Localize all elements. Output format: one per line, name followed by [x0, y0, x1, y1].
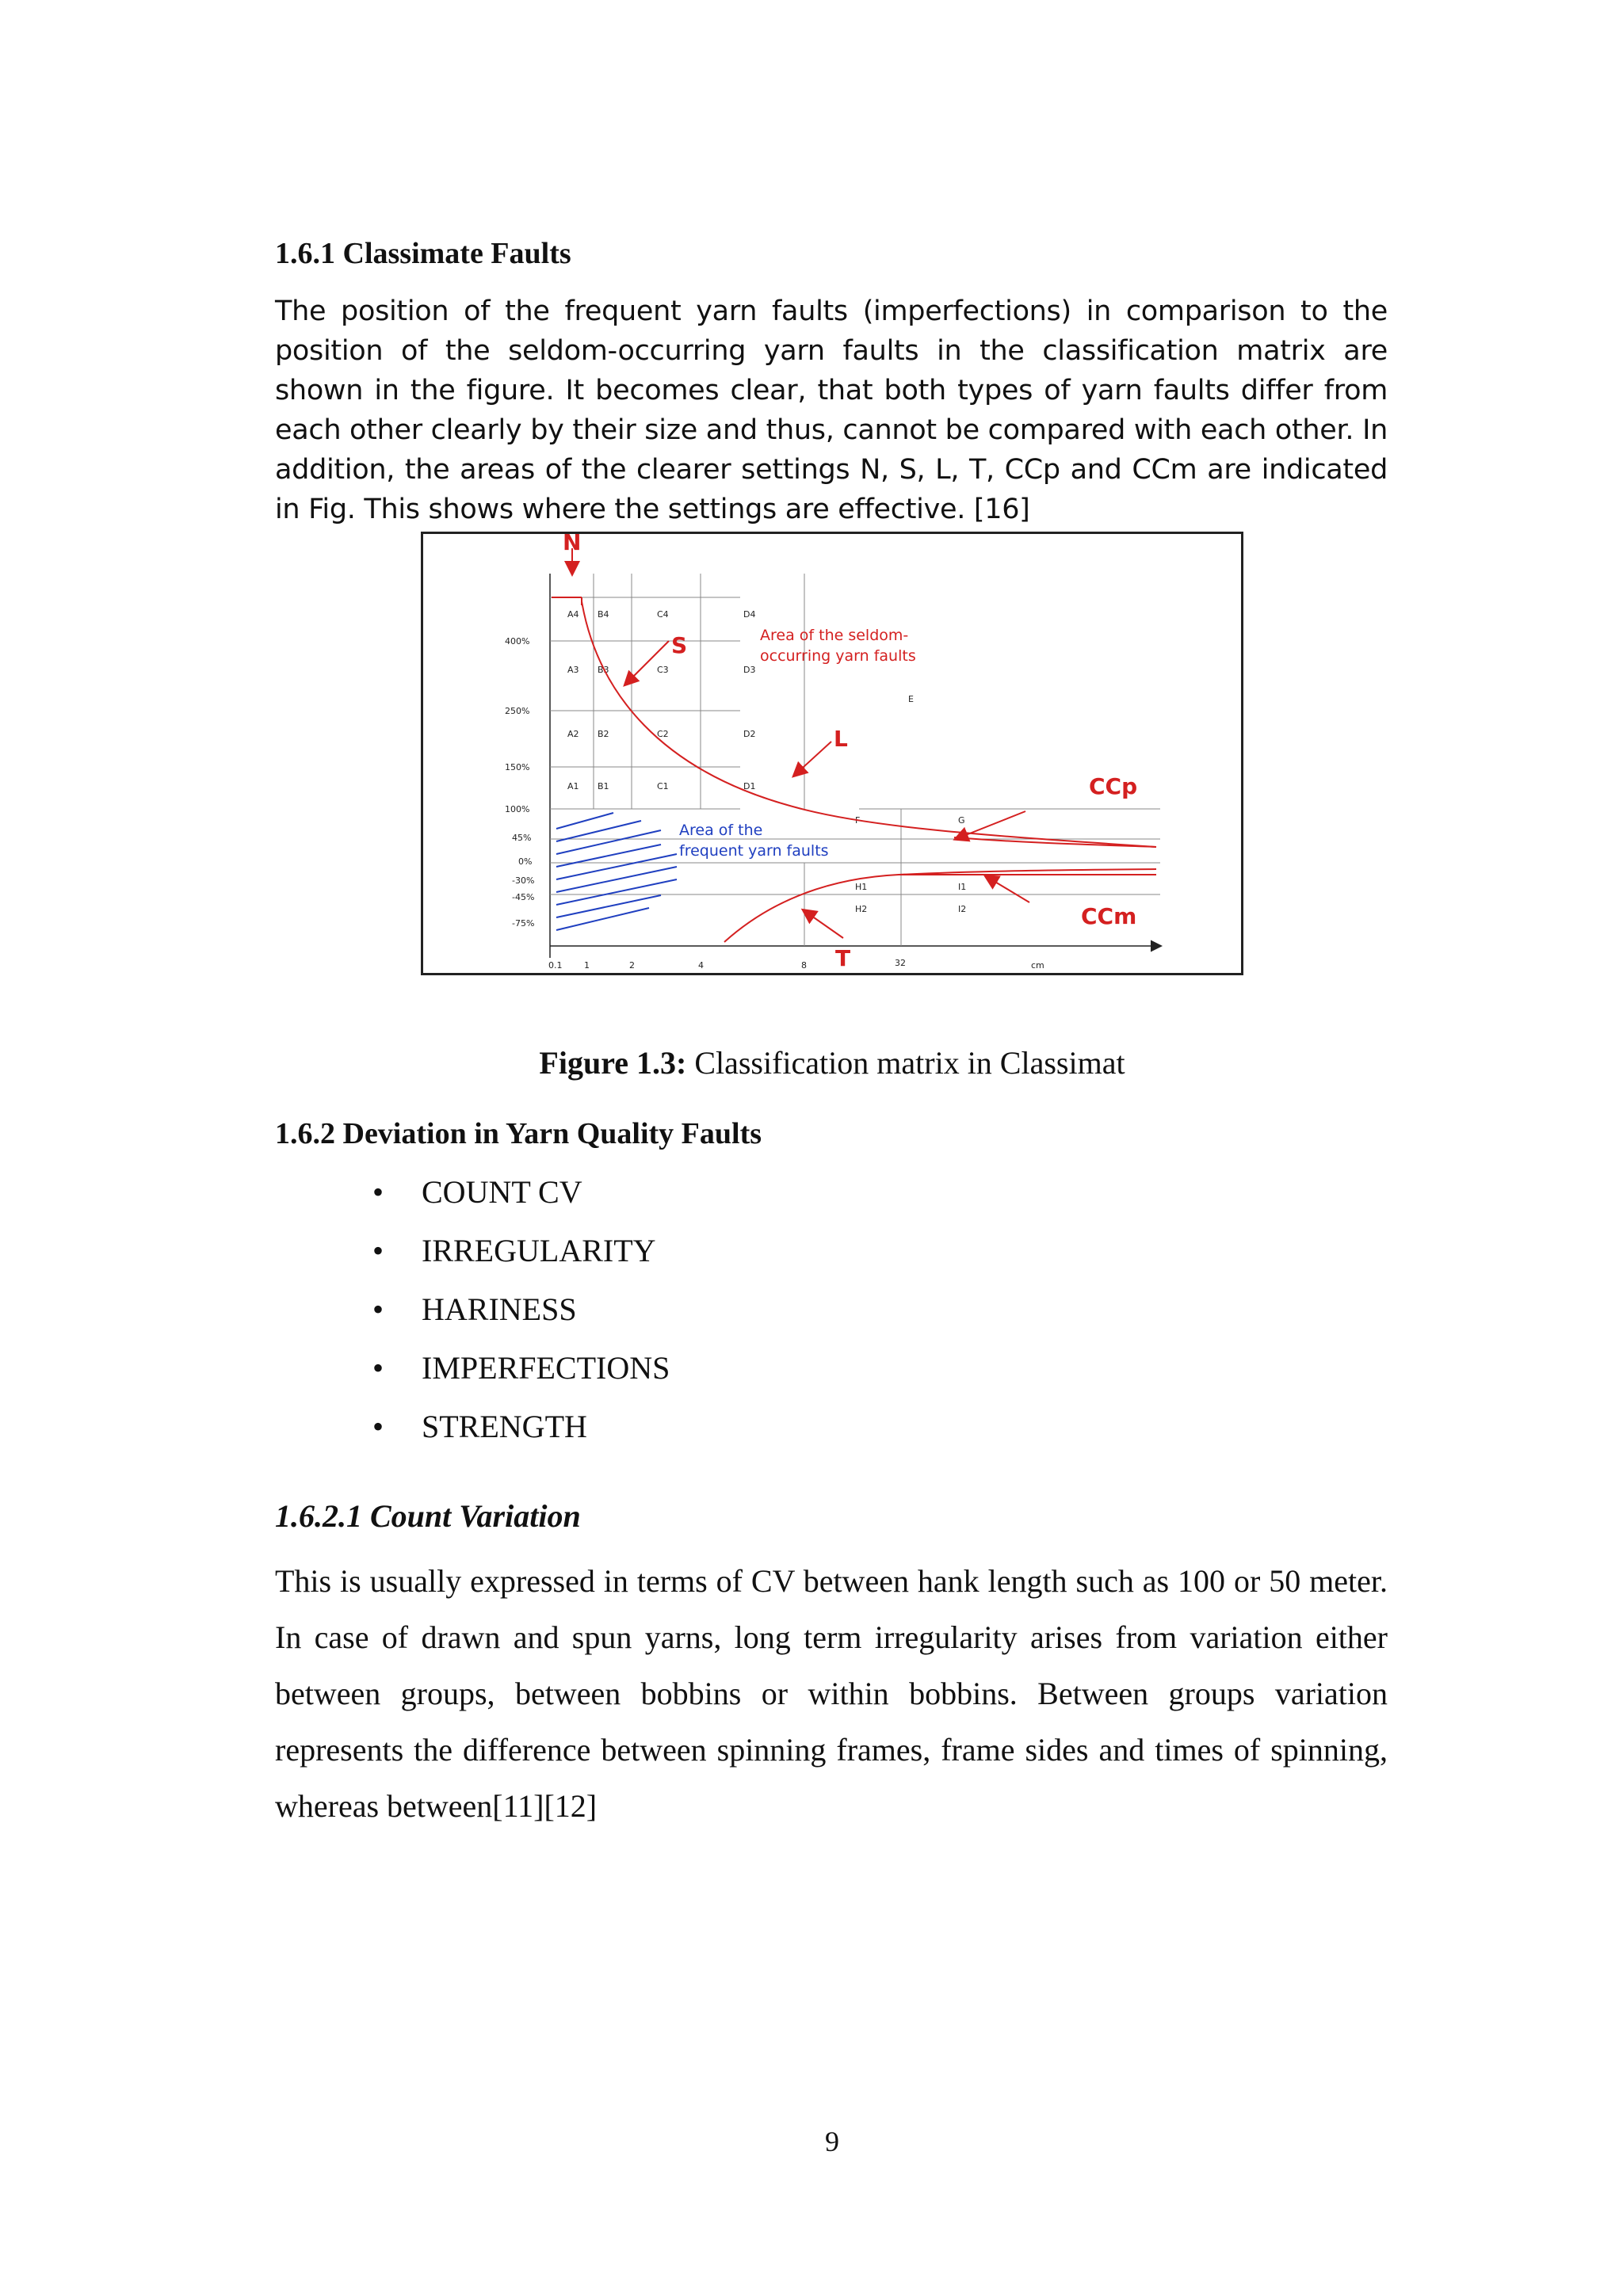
paragraph-classimat-faults: The position of the frequent yarn faults (imperfections) in comparison to the position of the seldom-occurring yarn faults in the classification matrix are shown in the figure. It becomes clear, that both types of yarn faults differ from each other clearly by their size and thus, cannot be compared with each other. In addition, the areas of the clearer settings N, S, L, T, CCp and CCm are indicated in Fig. This shows where the settings are effective. [16] — [275, 296, 1388, 525]
list-item: • HARINESS — [372, 1286, 670, 1344]
x-tick: 4 — [698, 960, 704, 971]
y-tick: 150% — [505, 762, 530, 772]
y-tick: 100% — [505, 804, 530, 814]
list-item: • IMPERFECTIONS — [372, 1344, 670, 1403]
cell-label: F — [855, 815, 861, 826]
cell-label: A2 — [567, 729, 579, 739]
cell-label: D3 — [743, 665, 756, 675]
seldom-area-label-line1: Area of the seldom- — [760, 627, 909, 644]
cell-label: C2 — [657, 729, 669, 739]
curve-label-ccm: CCm — [1081, 903, 1137, 929]
cell-label: A1 — [567, 781, 579, 791]
frequent-faults-hatching — [556, 813, 677, 930]
cell-label: G — [958, 815, 965, 826]
cell-label: C3 — [657, 665, 669, 675]
figure-caption — [0, 1044, 1623, 1081]
figure-caption-label: Figure 1.3: — [539, 1045, 687, 1081]
quality-faults-list — [372, 1169, 670, 1462]
classification-matrix-figure — [421, 532, 1243, 975]
x-tick: 8 — [801, 960, 807, 971]
cell-label: A4 — [567, 609, 579, 620]
x-tick: cm — [1031, 960, 1044, 971]
cell-label: E — [908, 694, 914, 704]
cell-label: H2 — [855, 904, 868, 914]
frequent-area-label-line1: Area of the — [679, 822, 763, 839]
section-heading-1-6-1: 1.6.1 Classimate Faults — [275, 237, 571, 270]
cell-label: B4 — [598, 609, 609, 620]
y-tick: -30% — [512, 875, 535, 886]
cell-label: D1 — [743, 781, 756, 791]
y-tick: -45% — [512, 892, 535, 902]
list-item: • COUNT CV — [372, 1169, 670, 1227]
list-item: • IRREGULARITY — [372, 1227, 670, 1286]
cell-label: I1 — [958, 882, 967, 892]
cell-label: D2 — [743, 729, 756, 739]
y-tick: 0% — [518, 856, 533, 867]
paragraph-count-variation: This is usually expressed in terms of CV between hank length such as 100 or 50 meter. In case of drawn and spun yarns, long term irregularity arises from variation either between groups, between bobbins or within bobbins. Between groups variation represents the difference between spinning frames, frame sides and times of spinning, whereas between[11][12] — [275, 1563, 1388, 1824]
figure-caption-text: Classification matrix in Classimat — [686, 1045, 1125, 1081]
pointer-arrows — [572, 548, 1029, 938]
cell-label: B1 — [598, 781, 609, 791]
x-tick: 1 — [584, 960, 590, 971]
cell-label: B2 — [598, 729, 609, 739]
cell-label: D4 — [743, 609, 756, 620]
list-item: • STRENGTH — [372, 1403, 670, 1462]
cell-label: C4 — [657, 609, 669, 620]
cell-label: B3 — [598, 665, 609, 675]
section-heading-1-6-2-1: 1.6.2.1 Count Variation — [275, 1498, 581, 1534]
y-tick: 250% — [505, 706, 530, 716]
frequent-area-label-line2: frequent yarn faults — [679, 842, 829, 860]
seldom-area-label-line2: occurring yarn faults — [760, 647, 916, 665]
y-tick: 400% — [505, 636, 530, 646]
curve-label-n: N — [563, 534, 582, 555]
x-tick: 2 — [629, 960, 635, 971]
classification-matrix-diagram — [423, 534, 1241, 973]
cell-label: C1 — [657, 781, 669, 791]
x-tick: 32 — [895, 958, 906, 968]
curve-label-l: L — [834, 726, 848, 752]
curve-label-ccp: CCp — [1089, 773, 1138, 799]
x-tick: 0.1 — [548, 960, 563, 971]
page-number: 9 — [825, 2126, 839, 2157]
curve-label-t: T — [835, 945, 851, 971]
cell-label: A3 — [567, 665, 579, 675]
section-heading-1-6-2: 1.6.2 Deviation in Yarn Quality Faults — [275, 1117, 762, 1150]
curve-label-s: S — [671, 632, 688, 658]
y-tick: -75% — [512, 918, 535, 929]
y-tick: 45% — [512, 833, 532, 843]
cell-label: I2 — [958, 904, 967, 914]
cell-label: H1 — [855, 882, 868, 892]
